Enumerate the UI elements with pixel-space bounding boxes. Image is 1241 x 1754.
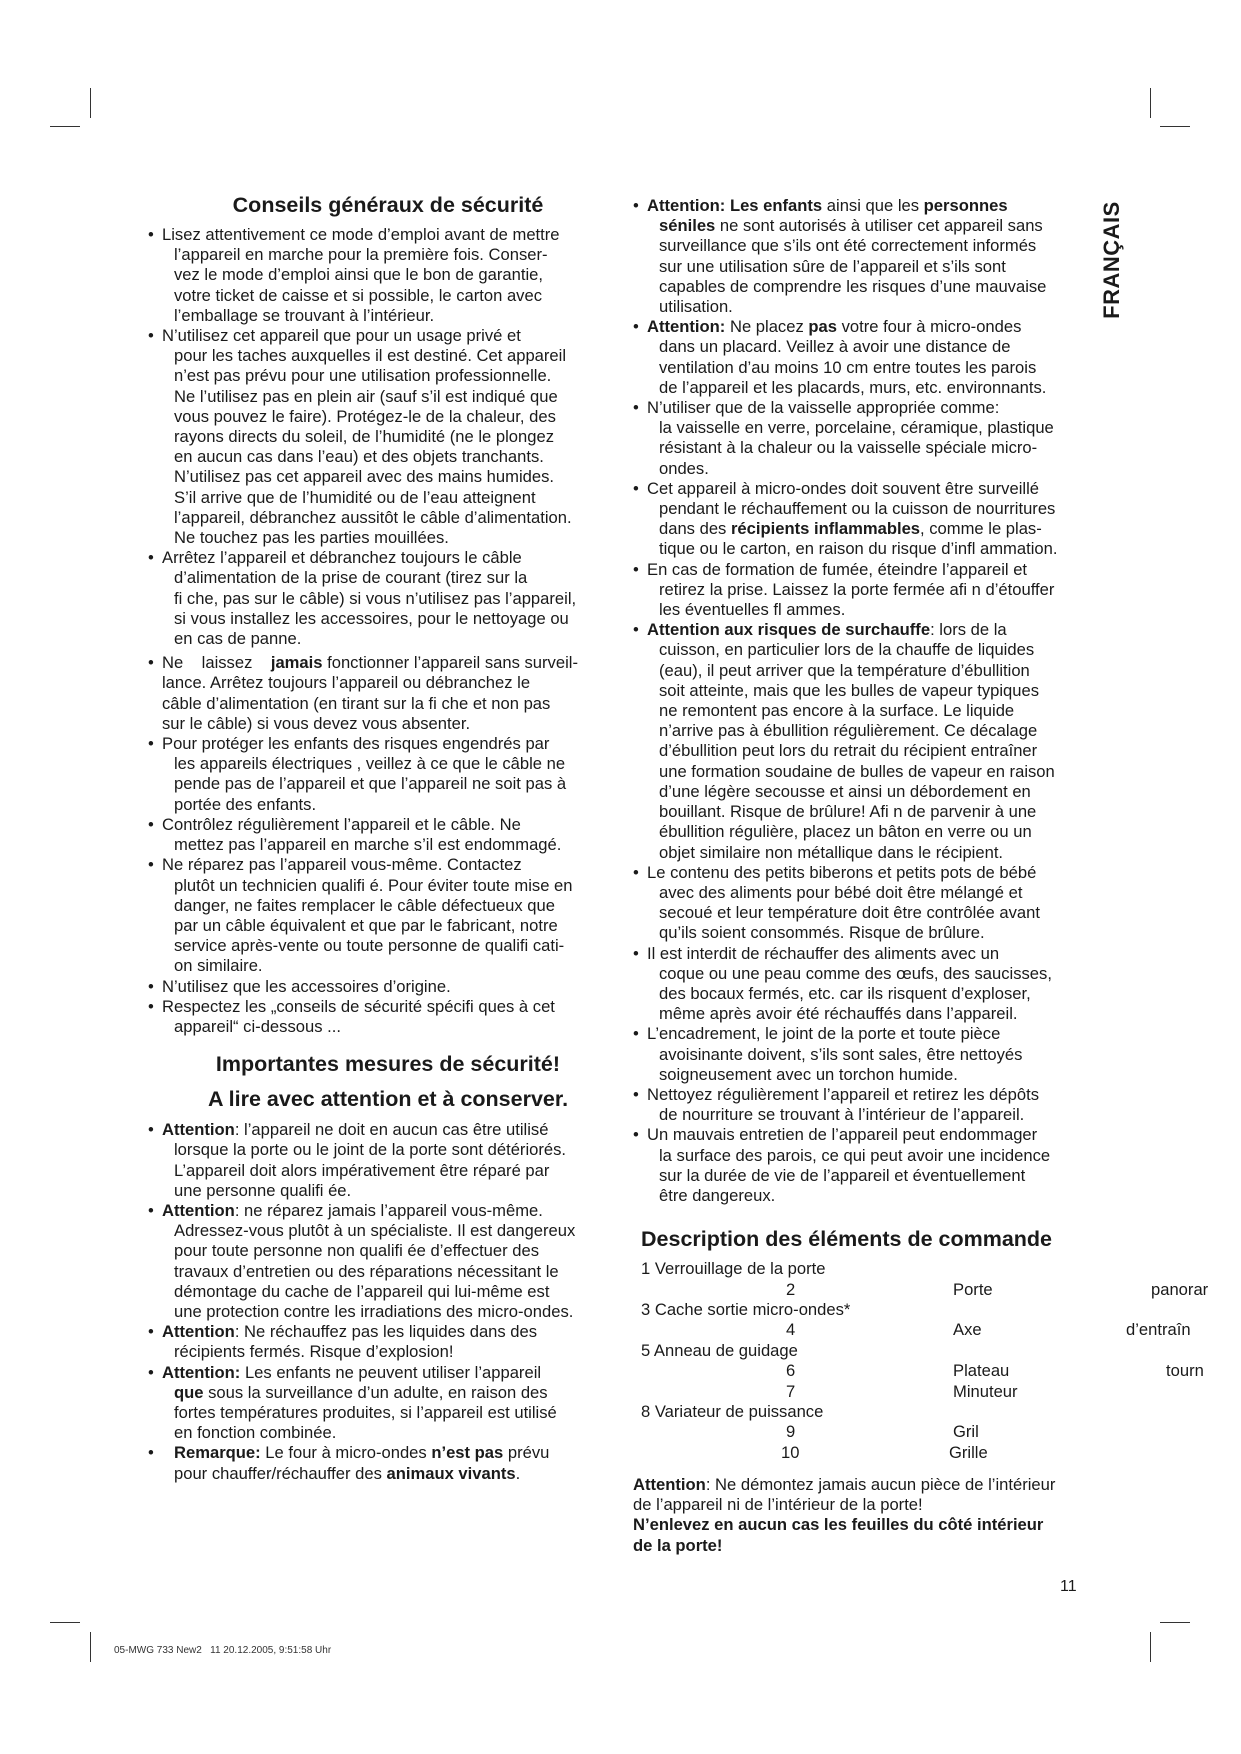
important-subtitle: A lire avec attention et à conserver. — [207, 1087, 569, 1112]
general-safety-title: Conseils généraux de sécurité — [232, 193, 544, 217]
list-item: • Respectez les „conseils de sécurité spécifi ques à cet appareil“ ci-dessous ... — [148, 997, 628, 1037]
general-safety-list — [148, 225, 628, 1037]
crop-mark — [1150, 88, 1151, 118]
language-label: FRANÇAIS — [1099, 201, 1124, 319]
list-item: • N’utiliser que de la vaisselle appropriée comme: la vaisselle en verre, porcelaine, céramique, plastique résistant à la chaleur ou la vaisselle spéciale micro- ondes. — [633, 398, 1095, 479]
list-item: • Attention aux risques de surchauffe: lors de la cuisson, en particulier lors de la chauffe de liquides (eau), il peut arriver que la température d’ébullition soit atteinte, mais que les bulles de vapeur typiques ne remontent pas encore à la surface. Le liquide n’arrive pas à ébullition régulièrement. Ce décalage d’ébullition peut lors du retrait du récipient entraîner une formation soudaine de bulles de vapeur en raison d’une légère secousse et ainsi un débordement en bouillant. Risque de brûlure! Afi n de parvenir à une ébullition régulière, placez un bâton en verre ou un objet similaire non métallique dans le récipient. — [633, 620, 1095, 862]
list-item: • Contrôlez régulièrement l’appareil et le câble. Ne mettez pas l’appareil en marche s’il est endommagé. — [148, 815, 628, 855]
control-row: 3 Cache sortie micro-ondes* — [641, 1299, 851, 1319]
list-item: • Cet appareil à micro-ondes doit souvent être surveillé pendant le réchauffement ou la cuisson de nourritures dans des récipients inflammables, comme le plas- tique ou le carton, en raison du risque d’infl ammation. — [633, 479, 1095, 560]
page-number: 11 — [1060, 1578, 1077, 1595]
list-item: • Ne réparez pas l’appareil vous-même. Contactez plutôt un technicien qualifi é. Pour éviter toute mise en danger, ne faites remplacer le câble défectueux que par un câble équivalent et que par le fabricant, notre service après-vente ou toute personne de qualifi cati- on similaire. — [148, 855, 628, 976]
list-item: • N’utilisez cet appareil que pour un usage privé et pour les taches auxquelles il est destiné. Cet appareil n’est pas prévu pour une utilisation professionnelle. Ne l’utilisez pas en plein air (sauf s’il est indiqué que vous pouvez le faire). Protégez-le de la chaleur, des rayons directs du soleil, de l’humidité (ne le plongez en aucun cas dans l’eau) et des objets tranchants. N’utilisez pas cet appareil avec des mains humides. S’il arrive que de l’humidité ou de l’eau atteignent l’appareil, débranchez aussitôt le câble d’alimentation. Ne touchez pas les parties mouillées. — [148, 326, 628, 548]
crop-mark — [1150, 1632, 1151, 1662]
crop-mark — [50, 126, 80, 127]
language-sidebar — [1099, 197, 1125, 323]
left-column — [148, 192, 628, 1484]
list-item: • Il est interdit de réchauffer des aliments avec un coque ou une peau comme des œufs, des saucisses, des bocaux fermés, etc. car ils risquent d’exploser, même après avoir été réchauffés dans l’appareil. — [633, 944, 1095, 1025]
list-item: • Remarque: Le four à micro-ondes n’est pas prévu pour chauffer/réchauffer des animaux vivants. — [148, 1443, 628, 1483]
list-item: • Attention: Ne placez pas votre four à micro-ondes dans un placard. Veillez à avoir une distance de ventilation d’au moins 10 cm entre toutes les parois de l’appareil et les placards, murs, etc. environnants. — [633, 317, 1095, 398]
control-row: 7 Minuteur — [786, 1381, 1018, 1401]
list-item: • Le contenu des petits biberons et petits pots de bébé avec des aliments pour bébé doit être mélangé et secoué et leur température doit être contrôlée avant qu’ils soient consommés. Risque de brûlure. — [633, 863, 1095, 944]
list-item: • En cas de formation de fumée, éteindre l’appareil et retirez la prise. Laissez la porte fermée afi n d’étouffer les éventuelles fl ammes. — [633, 560, 1095, 621]
controls-list — [633, 1259, 1209, 1463]
control-row: 10 Grille — [781, 1442, 988, 1462]
control-row: 5 Anneau de guidage — [641, 1340, 798, 1360]
control-row: 8 Variateur de puissance — [641, 1401, 824, 1421]
safety-list-continued — [633, 196, 1095, 1206]
control-row: 6 Plateau tourn — [786, 1361, 1204, 1381]
crop-mark — [1160, 126, 1190, 127]
control-row: 4 Axe d’entraîn — [786, 1320, 1191, 1340]
list-item: • Arrêtez l’appareil et débranchez toujours le câble d’alimentation de la prise de courant (tirez sur la fi che, pas sur le câble) si vous n’utilisez pas l’appareil, si vous installez les accessoires, pour le nettoyage ou en cas de panne. — [148, 548, 628, 649]
list-item: • Nettoyez régulièrement l’appareil et retirez les dépôts de nourriture se trouvant à l’intérieur de l’appareil. — [633, 1085, 1095, 1125]
list-item: • Un mauvais entretien de l’appareil peut endommager la surface des parois, ce qui peut avoir une incidence sur la durée de vie de l’appareil et éventuellement être dangereux. — [633, 1125, 1095, 1206]
list-item: • Ne laissez jamais fonctionner l’appareil sans surveil- lance. Arrêtez toujours l’appareil ou débranchez le câble d’alimentation (en tirant sur la fi che et non pas sur le câble) si vous devez vous absenter. — [148, 653, 628, 734]
control-row: 9 Gril — [786, 1422, 979, 1442]
list-item: • Pour protéger les enfants des risques engendrés par les appareils électriques , veillez à ce que le câble ne pende pas de l’appareil et que l’appareil ne soit pas à portée des enfants. — [148, 734, 628, 815]
list-item: • Attention: Les enfants ne peuvent utiliser l’appareil que sous la surveillance d’un adulte, en raison des fortes températures produites, si l’appareil est utilisé en fonction combinée. — [148, 1363, 628, 1444]
control-row: 1 Verrouillage de la porte — [641, 1259, 826, 1279]
control-row: 2 Porte panorar — [786, 1279, 1209, 1299]
list-item: • L’encadrement, le joint de la porte et toute pièce avoisinante doivent, s’ils sont sales, être nettoyés soigneusement avec un torchon humide. — [633, 1024, 1095, 1085]
print-footer: 05-MWG 733 New2 11 20.12.2005, 9:51:58 Uhr — [114, 1645, 332, 1656]
important-list — [148, 1120, 628, 1484]
important-title: Importantes mesures de sécurité! — [215, 1052, 561, 1077]
list-item: • Attention: Les enfants ainsi que les personnes séniles ne sont autorisés à utiliser cet appareil sans surveillance que s’ils ont été correctement informés sur une utilisation sûre de l’appareil et s’ils sont capables de comprendre les risques d’une mauvaise utilisation. — [633, 196, 1095, 317]
list-item: • Lisez attentivement ce mode d’emploi avant de mettre l’appareil en marche pour la première fois. Conser- vez le mode d’emploi ainsi que le bon de garantie, votre ticket de caisse et si possible, le carton avec l’emballage se trouvant à l’intérieur. — [148, 225, 628, 326]
crop-mark — [1160, 1622, 1190, 1623]
list-item: • Attention: Ne réchauffez pas les liquides dans des récipients fermés. Risque d’explosion! — [148, 1322, 628, 1362]
list-item: • Attention: ne réparez jamais l’appareil vous-même. Adressez-vous plutôt à un spécialiste. Il est dangereux pour toute personne non qualifi ée d’effectuer des travaux d’entretien ou des réparations nécessitant le démontage du cache de l’appareil qui lui-même est une protection contre les irradiations des micro-ondes. — [148, 1201, 628, 1322]
crop-mark — [90, 88, 91, 118]
crop-mark — [50, 1622, 80, 1623]
list-item: • Attention: l’appareil ne doit en aucun cas être utilisé lorsque la porte ou le joint de la porte sont détériorés. L’appareil doit alors impérativement être réparé par une personne qualifi ée. — [148, 1120, 628, 1201]
list-item: • N’utilisez que les accessoires d’origine. — [148, 977, 628, 997]
final-warning: Attention: Ne démontez jamais aucun pièce de l’intérieur de l’appareil ni de l’intérieur de la porte! N’enlevez en aucun cas les feuilles du côté intérieur de la porte! — [633, 1475, 1056, 1555]
crop-mark — [90, 1632, 91, 1662]
controls-title: Description des éléments de commande — [641, 1227, 1053, 1252]
